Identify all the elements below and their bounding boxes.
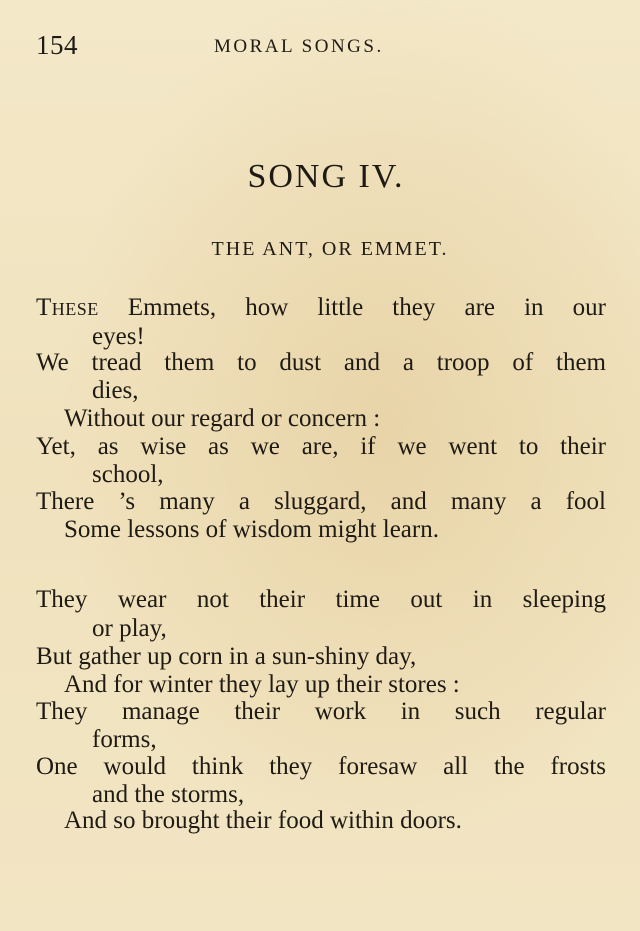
verse-line [36,294,606,322]
verse-line: We tread them to dust and a troop of them [36,349,606,376]
song-title: SONG IV. [247,158,405,195]
verse-line: They manage their work in such regular [36,698,606,725]
verse-line-continuation: eyes! [92,323,145,350]
verse-line: And for winter they lay up their stores : [64,671,460,698]
initial-word: These [36,294,99,321]
verse-line: Some lessons of wisdom might learn. [64,516,439,543]
verse-line: And so brought their food within doors. [64,807,462,834]
verse-line-continuation: school, [92,461,164,488]
verse-line-continuation: and the storms, [92,781,245,808]
verse-line: There ’s many a sluggard, and many a fool [36,488,606,515]
verse-line: They wear not their time out in sleeping [36,586,606,613]
verse-line: Yet, as wise as we are, if we went to their [36,433,606,460]
verse-line: One would think they foresaw all the frosts [36,753,606,780]
verse-line-text: Emmets, how little they are in our [98,294,606,321]
page-number: 154 [36,30,78,60]
verse-line-continuation: dies, [92,377,139,404]
verse-line-continuation: forms, [92,726,157,753]
page-header [36,30,616,64]
verse-line: But gather up corn in a sun-shiny day, [36,643,417,670]
verse-line: Without our regard or concern : [64,405,381,432]
running-head: MORAL SONGS. [214,36,384,57]
verse-line-continuation: or play, [92,615,167,642]
song-subtitle: THE ANT, OR EMMET. [211,238,449,260]
